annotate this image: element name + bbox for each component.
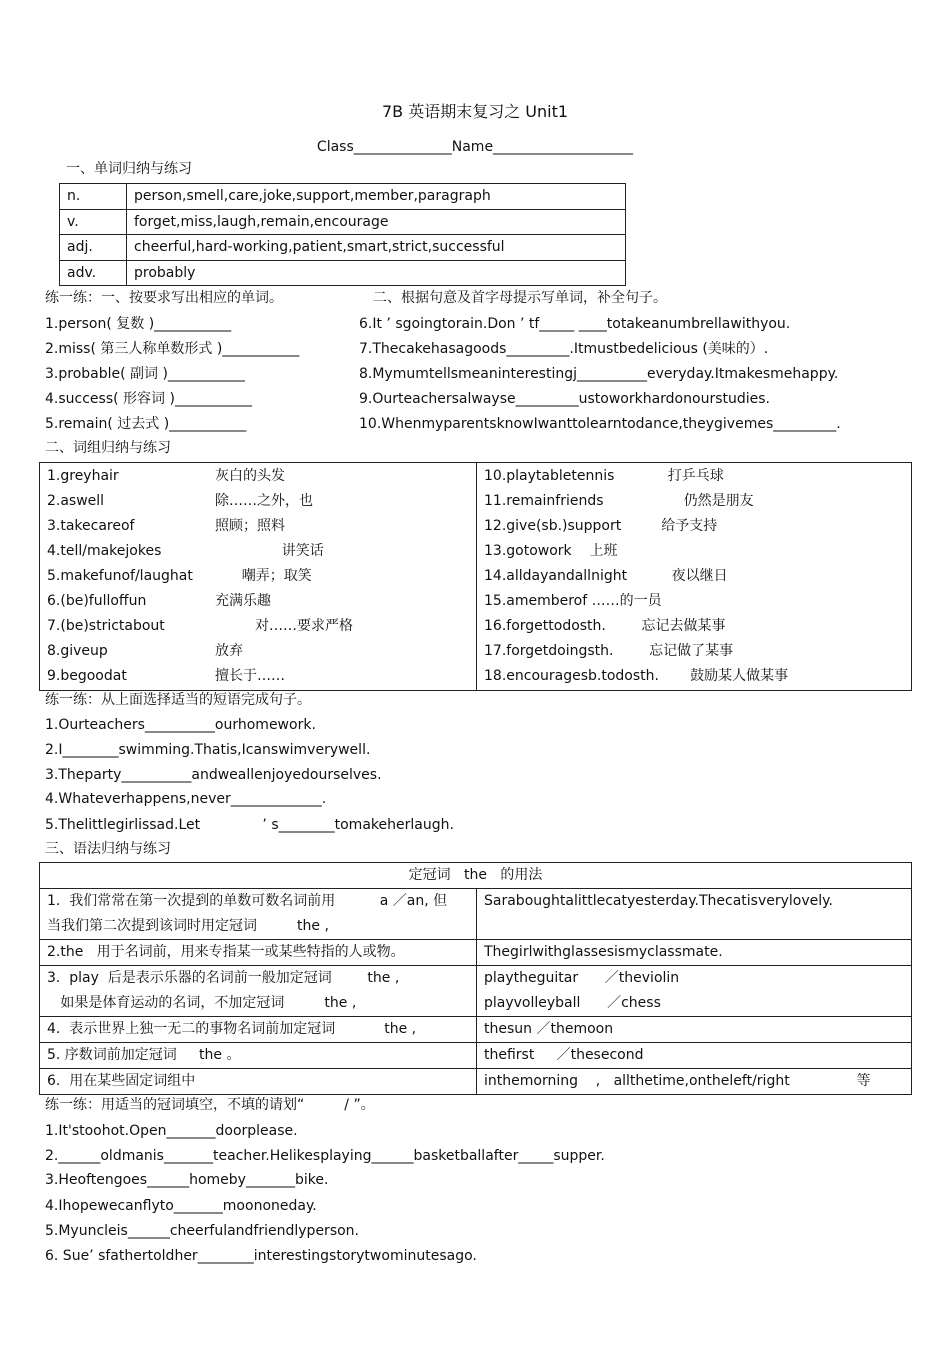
example-cell — [477, 889, 912, 940]
example-text: playtheguitar ／theviolin — [484, 970, 680, 986]
phrase-item: 16.forgettodosth. 忘记去做某事 — [484, 618, 726, 634]
table-row — [40, 463, 912, 691]
exercise-item: 5.remain( 过去式 )___________ — [45, 416, 247, 432]
phrase-zh: 对……要求严格 — [215, 618, 354, 634]
rule-cell: 2.the 用于名词前，用来专指某一或某些特指的人或物。 — [40, 940, 477, 966]
exercise-item: 5.Myuncleis______cheerfulandfriendlyperson. — [45, 1223, 359, 1239]
example-cell: inthemorning , allthetime,ontheleft/right 等 — [477, 1069, 912, 1095]
phrase-list-right — [477, 463, 912, 691]
page-title: 7B 英语期末复习之 Unit1 — [381, 102, 569, 121]
exercise-item: 4.Whateverhappens,never_____________. — [45, 791, 327, 807]
practice-left-heading: 练一练：一、按要求写出相应的单词。 — [45, 290, 283, 306]
exercise-item: 6.It ’ sgoingtorain.Don ’ tf_____ ____totakeanumbrellawithyou. — [359, 316, 791, 332]
exercise-item: 9.Ourteachersalwayse_________ustoworkhardonourstudies. — [359, 391, 770, 407]
phrase-en: 3.takecareof — [47, 518, 135, 534]
phrase-item — [47, 614, 469, 639]
phrase-zh: 充满乐趣 — [215, 593, 271, 609]
phrase-zh: 嘲弄；取笑 — [215, 568, 312, 584]
table-row — [40, 940, 912, 966]
class-name-line: Class______________Name____________________ — [316, 139, 634, 155]
exercise-item: 10.WhenmyparentsknowIwanttolearntodance,theygivemes_________. — [359, 416, 841, 432]
exercise-item: 6. Sue’ sfathertoldher________interestingstorytwominutesago. — [45, 1248, 477, 1264]
table-row — [40, 1017, 912, 1043]
phrase-en: 6.(be)fulloffun — [47, 593, 147, 609]
example-text: playvolleyball ／chess — [484, 995, 661, 1011]
phrase-item: 14.alldayandallnight 夜以继日 — [484, 568, 728, 584]
table-row — [40, 889, 912, 940]
phrase-item — [47, 489, 469, 514]
vocab-table — [59, 183, 626, 286]
vocab-words: probably — [127, 260, 626, 286]
table-header-row — [40, 863, 912, 889]
rule-text: 3. play 后是表示乐器的名词前一般加定冠词 the , — [47, 970, 400, 986]
vocab-pos: adj. — [60, 235, 127, 261]
practice-heading: 练一练：从上面选择适当的短语完成句子。 — [45, 692, 311, 708]
phrase-en: 5.makefunof/laughat — [47, 568, 193, 584]
phrase-item — [47, 564, 469, 589]
rule-cell: 6. 用在某些固定词组中 — [40, 1069, 477, 1095]
section2-heading: 二、词组归纳与练习 — [45, 440, 171, 456]
phrase-en: 2.aswell — [47, 493, 105, 509]
table-row — [60, 235, 626, 261]
phrase-item: 15.amemberof ……的一员 — [484, 593, 662, 609]
table-row — [40, 1043, 912, 1069]
example-text: Saraboughtalittlecatyesterday.Thecatisverylovely. — [484, 893, 833, 909]
example-cell — [477, 966, 912, 1017]
vocab-words: forget,miss,laugh,remain,encourage — [127, 209, 626, 235]
example-cell: thefirst ／thesecond — [477, 1043, 912, 1069]
phrase-item — [47, 589, 469, 614]
example-cell: thesun ／themoon — [477, 1017, 912, 1043]
exercise-item: 5.Thelittlegirlissad.Let ’ s________tomakeherlaugh. — [45, 817, 454, 833]
phrase-en: 9.begoodat — [47, 668, 127, 684]
practice-right-heading: 二、根据句意及首字母提示写单词，补全句子。 — [373, 290, 667, 306]
section1-heading: 一、单词归纳与练习 — [66, 161, 192, 177]
phrase-zh: 放弃 — [215, 643, 243, 659]
phrase-item — [47, 639, 469, 664]
table-row — [60, 184, 626, 210]
table-row — [40, 1069, 912, 1095]
phrase-item — [47, 464, 469, 489]
phrase-item — [47, 664, 469, 689]
exercise-item: 3.probable( 副词 )___________ — [45, 366, 245, 382]
grammar-table — [39, 862, 912, 1095]
rule-text: 1. 我们常常在第一次提到的单数可数名词前用 a ／an, 但 — [47, 893, 448, 909]
exercise-item: 4.Ihopewecanflyto_______moononeday. — [45, 1198, 317, 1214]
table-row — [60, 209, 626, 235]
rule-text: 如果是体育运动的名词，不加定冠词 the , — [47, 995, 357, 1011]
exercise-item: 1.It'stoohot.Open_______doorplease. — [45, 1123, 298, 1139]
phrase-zh: 除……之外，也 — [215, 493, 313, 509]
phrase-list-left — [40, 463, 477, 691]
exercise-item: 8.Mymumtellsmeaninterestingj__________everyday.Itmakesmehappy. — [359, 366, 839, 382]
grammar-table-title: 定冠词 the 的用法 — [40, 863, 912, 889]
exercise-item: 2.______oldmanis_______teacher.Helikesplaying______basketballafter_____supper. — [45, 1148, 605, 1164]
phrase-zh: 照顾；照料 — [215, 518, 285, 534]
phrase-item — [47, 539, 469, 564]
phrase-item: 17.forgetdoingsth. 忘记做了某事 — [484, 643, 734, 659]
exercise-item: 1.Ourteachers__________ourhomework. — [45, 717, 316, 733]
exercise-item: 2.miss( 第三人称单数形式 )___________ — [45, 341, 300, 357]
vocab-words: cheerful,hard-working,patient,smart,strict,successful — [127, 235, 626, 261]
phrase-item: 10.playtabletennis 打乒乓球 — [484, 468, 724, 484]
table-row — [60, 260, 626, 286]
vocab-pos: n. — [60, 184, 127, 210]
phrase-item: 13.gotowork 上班 — [484, 543, 618, 559]
rule-cell: 5. 序数词前加定冠词 the 。 — [40, 1043, 477, 1069]
phrase-en: 7.(be)strictabout — [47, 618, 165, 634]
example-cell: Thegirlwithglassesismyclassmate. — [477, 940, 912, 966]
table-row — [40, 966, 912, 1017]
practice-heading: 练一练：用适当的冠词填空，不填的请划“ / ”。 — [45, 1097, 375, 1113]
rule-cell: 4. 表示世界上独一无二的事物名词前加定冠词 the , — [40, 1017, 477, 1043]
phrase-en: 8.giveup — [47, 643, 108, 659]
exercise-item: 3.Theparty__________andweallenjoyedourselves. — [45, 767, 382, 783]
rule-cell — [40, 966, 477, 1017]
exercise-item: 2.I________swimming.Thatis,Icanswimverywell. — [45, 742, 371, 758]
phrase-en: 1.greyhair — [47, 468, 119, 484]
exercise-item: 7.Thecakehasagoods_________.Itmustbedelicious (美味的）. — [359, 341, 769, 357]
phrase-item: 12.give(sb.)support 给予支持 — [484, 518, 718, 534]
phrase-item — [47, 514, 469, 539]
exercise-item: 1.person( 复数 )___________ — [45, 316, 232, 332]
vocab-words: person,smell,care,joke,support,member,paragraph — [127, 184, 626, 210]
rule-text: 当我们第二次提到该词时用定冠词 the , — [47, 918, 329, 934]
vocab-pos: v. — [60, 209, 127, 235]
phrase-en: 4.tell/makejokes — [47, 543, 162, 559]
phrase-zh: 灰白的头发 — [215, 468, 285, 484]
phrase-item: 18.encouragesb.todosth. 鼓励某人做某事 — [484, 668, 789, 684]
vocab-pos: adv. — [60, 260, 127, 286]
section3-heading: 三、语法归纳与练习 — [45, 841, 171, 857]
exercise-item: 4.success( 形容词 )___________ — [45, 391, 252, 407]
rule-cell — [40, 889, 477, 940]
phrase-item: 11.remainfriends 仍然是朋友 — [484, 493, 754, 509]
phrase-zh: 擅长于…… — [215, 668, 285, 684]
exercise-item: 3.Heoftengoes______homeby_______bike. — [45, 1172, 329, 1188]
phrase-zh: 讲笑话 — [215, 543, 324, 559]
phrase-table — [39, 462, 912, 691]
